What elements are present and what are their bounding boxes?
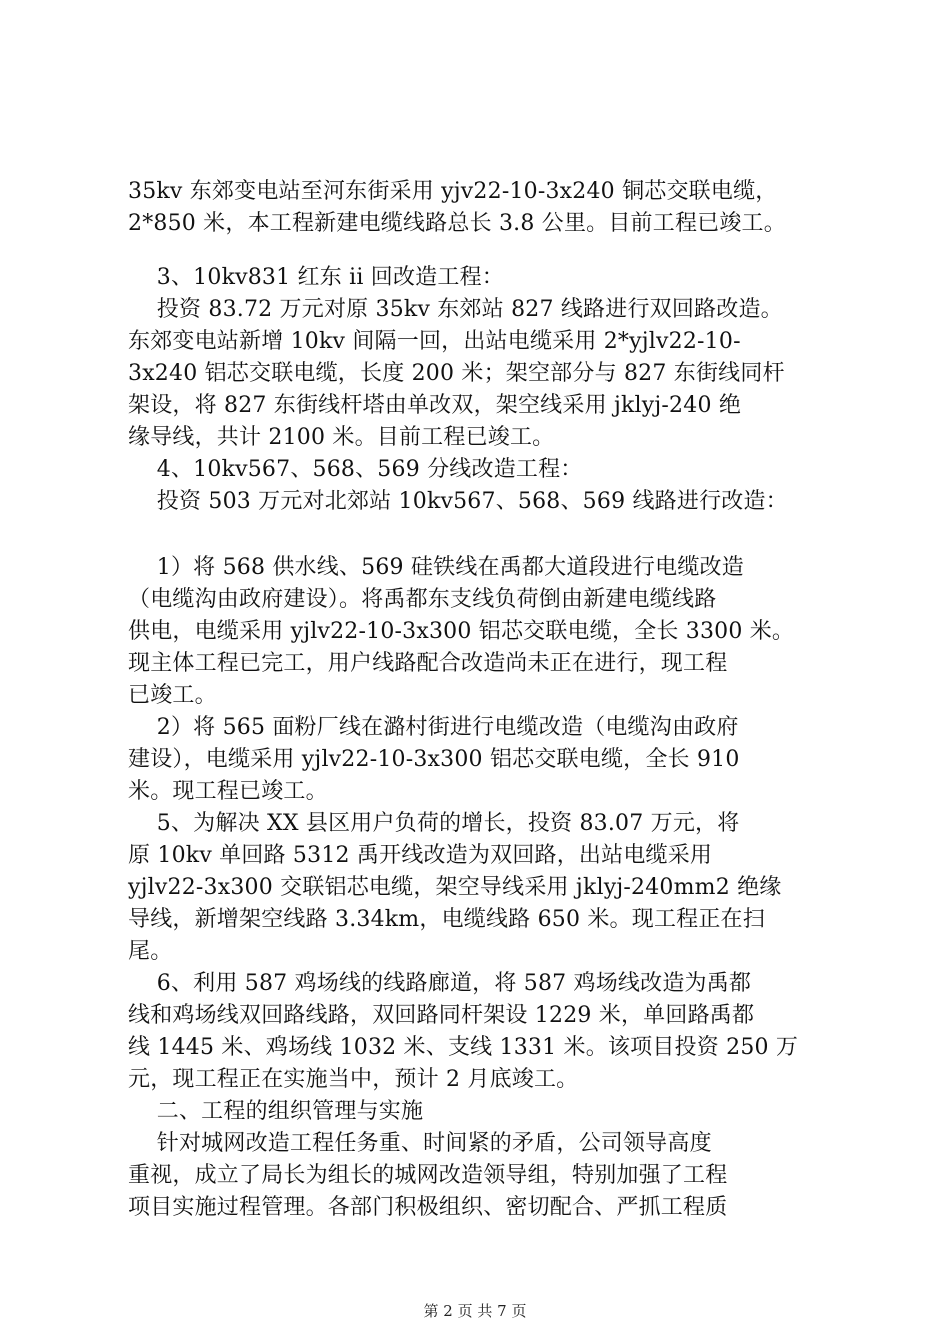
text-line: 线和鸡场线双回路线路，双回路同杆架设 1229 米，单回路禹都 <box>128 1003 755 1028</box>
text-line: 米。现工程已竣工。 <box>128 779 328 804</box>
text-line: 5、为解决 XX 县区用户负荷的增长，投资 83.07 万元，将 <box>128 811 740 836</box>
section-heading: 4、10kv567、568、569 分线改造工程： <box>128 457 583 482</box>
text-line: 1）将 568 供水线、569 硅铁线在禹都大道段进行电缆改造 <box>128 555 744 580</box>
text-line: 投资 83.72 万元对原 35kv 东郊站 827 线路进行双回路改造。 <box>128 297 783 322</box>
text-line: 尾。 <box>128 939 173 964</box>
text-line: 投资 503 万元对北郊站 10kv567、568、569 线路进行改造： <box>128 489 788 514</box>
paragraph-gap <box>128 518 850 552</box>
section-heading: 3、10kv831 红东 ii 回改造工程： <box>128 265 504 290</box>
document-body <box>128 176 850 1224</box>
text-line: 建设），电缆采用 yjlv22-10-3x300 铝芯交联电缆，全长 910 <box>128 747 740 772</box>
text-line: 导线，新增架空线路 3.34km，电缆线路 650 米。现工程正在扫 <box>128 907 765 932</box>
text-line: 东郊变电站新增 10kv 间隔一回，出站电缆采用 2*yjlv22-10- <box>128 329 741 354</box>
text-line: 2*850 米，本工程新建电缆线路总长 3.8 公里。目前工程已竣工。 <box>128 211 786 236</box>
text-line: 重视，成立了局长为组长的城网改造领导组，特别加强了工程 <box>128 1163 728 1188</box>
text-line: 3x240 铝芯交联电缆，长度 200 米；架空部分与 827 东街线同杆 <box>128 361 785 386</box>
text-line: 架设，将 827 东街线杆塔由单改双，架空线采用 jklyj-240 绝 <box>128 393 742 418</box>
text-line: 原 10kv 单回路 5312 禹开线改造为双回路，出站电缆采用 <box>128 843 713 868</box>
text-line: 元，现工程正在实施当中，预计 2 月底竣工。 <box>128 1067 579 1092</box>
text-line: 供电，电缆采用 yjlv22-10-3x300 铝芯交联电缆，全长 3300 米。 <box>128 619 795 644</box>
text-line: 线 1445 米、鸡场线 1032 米、支线 1331 米。该项目投资 250 万 <box>128 1035 799 1060</box>
section-heading: 二、工程的组织管理与实施 <box>128 1099 424 1124</box>
text-line: 现主体工程已完工，用户线路配合改造尚未正在进行，现工程 <box>128 651 728 676</box>
text-line: （电缆沟由政府建设）。将禹都东支线负荷倒由新建电缆线路 <box>128 587 717 612</box>
text-line: 已竣工。 <box>128 683 217 708</box>
page-footer <box>0 1300 950 1321</box>
text-line: 2）将 565 面粉厂线在潞村街进行电缆改造（电缆沟由政府 <box>128 715 739 740</box>
text-line: 针对城网改造工程任务重、时间紧的矛盾，公司领导高度 <box>128 1131 712 1156</box>
text-line: 项目实施过程管理。各部门积极组织、密切配合、严抓工程质 <box>128 1195 728 1220</box>
paragraph-gap <box>128 240 850 262</box>
text-line: 35kv 东郊变电站至河东街采用 yjv22-10-3x240 铜芯交联电缆， <box>128 179 778 204</box>
page-number-label: 第 2 页 共 7 页 <box>423 1302 527 1320</box>
text-line: yjlv22-3x300 交联铝芯电缆，架空导线采用 jklyj-240mm2 绝缘 <box>128 875 782 900</box>
text-line: 6、利用 587 鸡场线的线路廊道，将 587 鸡场线改造为禹都 <box>128 971 752 996</box>
text-line: 缘导线，共计 2100 米。目前工程已竣工。 <box>128 425 555 450</box>
